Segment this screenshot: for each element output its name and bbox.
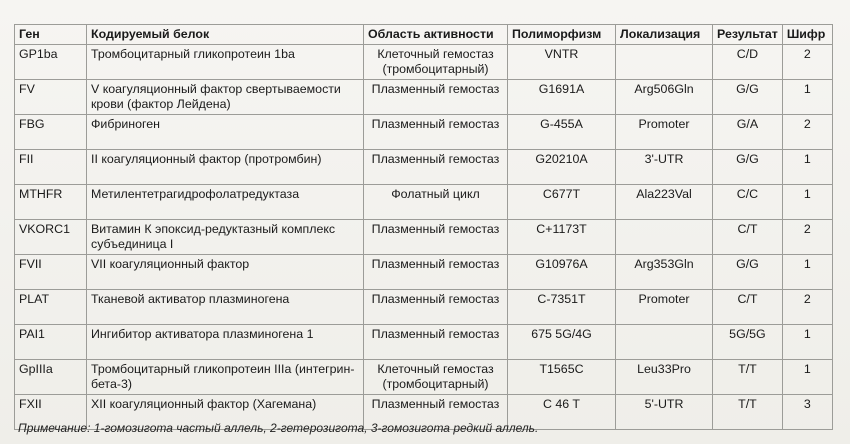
cell-localization: Promoter <box>616 290 713 325</box>
cell-result: G/G <box>713 80 783 115</box>
cell-code: 1 <box>782 325 832 360</box>
table-row <box>15 255 833 290</box>
cell-polymorphism: C 46 T <box>508 395 616 430</box>
cell-code: 2 <box>782 220 832 255</box>
cell-gene: FV <box>15 80 87 115</box>
cell-result: C/D <box>713 45 783 80</box>
cell-area: Клеточный гемостаз (тромбоцитарный) <box>364 360 508 395</box>
cell-area: Плазменный гемостаз <box>364 325 508 360</box>
cell-localization: Ala223Val <box>616 185 713 220</box>
cell-localization: Arg506Gln <box>616 80 713 115</box>
cell-polymorphism: G20210A <box>508 150 616 185</box>
footnote: Примечание: 1-гомозигота частый аллель, 2-гетерозигота, 3-гомозигота редкий аллель. <box>18 421 539 435</box>
cell-gene: MTHFR <box>15 185 87 220</box>
cell-area: Плазменный гемостаз <box>364 255 508 290</box>
cell-code: 2 <box>782 290 832 325</box>
cell-code: 1 <box>782 150 832 185</box>
header-code: Шифр <box>782 25 832 45</box>
cell-gene: GP1ba <box>15 45 87 80</box>
cell-area: Клеточный гемостаз (тромбоцитарный) <box>364 45 508 80</box>
cell-area: Плазменный гемостаз <box>364 395 508 430</box>
cell-gene: FBG <box>15 115 87 150</box>
cell-polymorphism: G-455A <box>508 115 616 150</box>
table-row <box>15 45 833 80</box>
table-row <box>15 290 833 325</box>
cell-result: G/G <box>713 150 783 185</box>
cell-localization: Leu33Pro <box>616 360 713 395</box>
cell-area: Фолатный цикл <box>364 185 508 220</box>
table-row <box>15 185 833 220</box>
cell-gene: FXII <box>15 395 87 430</box>
table-row <box>15 220 833 255</box>
cell-protein: Тканевой активатор плазминогена <box>87 290 364 325</box>
cell-area: Плазменный гемостаз <box>364 150 508 185</box>
header-polymorphism: Полиморфизм <box>508 25 616 45</box>
header-area: Область активности <box>364 25 508 45</box>
cell-protein: Витамин К эпоксид-редуктазный комплекс субъединица I <box>87 220 364 255</box>
table-row <box>15 115 833 150</box>
cell-result: G/A <box>713 115 783 150</box>
cell-protein: Фибриноген <box>87 115 364 150</box>
cell-localization: Arg353Gln <box>616 255 713 290</box>
table-row <box>15 150 833 185</box>
cell-code: 2 <box>782 45 832 80</box>
header-gene: Ген <box>15 25 87 45</box>
cell-gene: PAI1 <box>15 325 87 360</box>
cell-code: 1 <box>782 185 832 220</box>
cell-localization: 3'-UTR <box>616 150 713 185</box>
cell-protein: Тромбоцитарный гликопротеин 1ba <box>87 45 364 80</box>
cell-polymorphism: G1691A <box>508 80 616 115</box>
cell-protein: V коагуляционный фактор свертываемости крови (фактор Лейдена) <box>87 80 364 115</box>
cell-gene: PLAT <box>15 290 87 325</box>
cell-result: T/T <box>713 360 783 395</box>
header-localization: Локализация <box>616 25 713 45</box>
cell-gene: GpIIIa <box>15 360 87 395</box>
cell-gene: FVII <box>15 255 87 290</box>
cell-gene: FII <box>15 150 87 185</box>
table-header-row <box>15 25 833 45</box>
header-result: Результат <box>713 25 783 45</box>
cell-code: 1 <box>782 255 832 290</box>
cell-polymorphism: G10976A <box>508 255 616 290</box>
cell-protein: Метилентетрагидрофолатредуктаза <box>87 185 364 220</box>
cell-result: T/T <box>713 395 783 430</box>
genetics-table <box>14 24 833 430</box>
table-row <box>15 325 833 360</box>
cell-protein: XII коагуляционный фактор (Хагемана) <box>87 395 364 430</box>
cell-gene: VKORC1 <box>15 220 87 255</box>
header-protein: Кодируемый белок <box>87 25 364 45</box>
cell-polymorphism: C-7351T <box>508 290 616 325</box>
cell-localization <box>616 325 713 360</box>
cell-code: 3 <box>782 395 832 430</box>
cell-protein: Тромбоцитарный гликопротеин IIIa (интегрин-бета-3) <box>87 360 364 395</box>
cell-area: Плазменный гемостаз <box>364 115 508 150</box>
cell-protein: Ингибитор активатора плазминогена 1 <box>87 325 364 360</box>
cell-localization: Promoter <box>616 115 713 150</box>
cell-code: 1 <box>782 360 832 395</box>
table-row <box>15 80 833 115</box>
cell-polymorphism: VNTR <box>508 45 616 80</box>
cell-area: Плазменный гемостаз <box>364 290 508 325</box>
cell-localization <box>616 45 713 80</box>
cell-protein: VII коагуляционный фактор <box>87 255 364 290</box>
cell-polymorphism: C+1173T <box>508 220 616 255</box>
cell-protein: II коагуляционный фактор (протромбин) <box>87 150 364 185</box>
cell-polymorphism: 675 5G/4G <box>508 325 616 360</box>
cell-polymorphism: C677T <box>508 185 616 220</box>
cell-result: 5G/5G <box>713 325 783 360</box>
cell-localization <box>616 220 713 255</box>
cell-result: C/T <box>713 220 783 255</box>
cell-code: 2 <box>782 115 832 150</box>
cell-polymorphism: T1565C <box>508 360 616 395</box>
table-row <box>15 360 833 395</box>
cell-result: C/C <box>713 185 783 220</box>
cell-area: Плазменный гемостаз <box>364 80 508 115</box>
cell-result: G/G <box>713 255 783 290</box>
cell-area: Плазменный гемостаз <box>364 220 508 255</box>
cell-code: 1 <box>782 80 832 115</box>
cell-localization: 5'-UTR <box>616 395 713 430</box>
cell-result: C/T <box>713 290 783 325</box>
